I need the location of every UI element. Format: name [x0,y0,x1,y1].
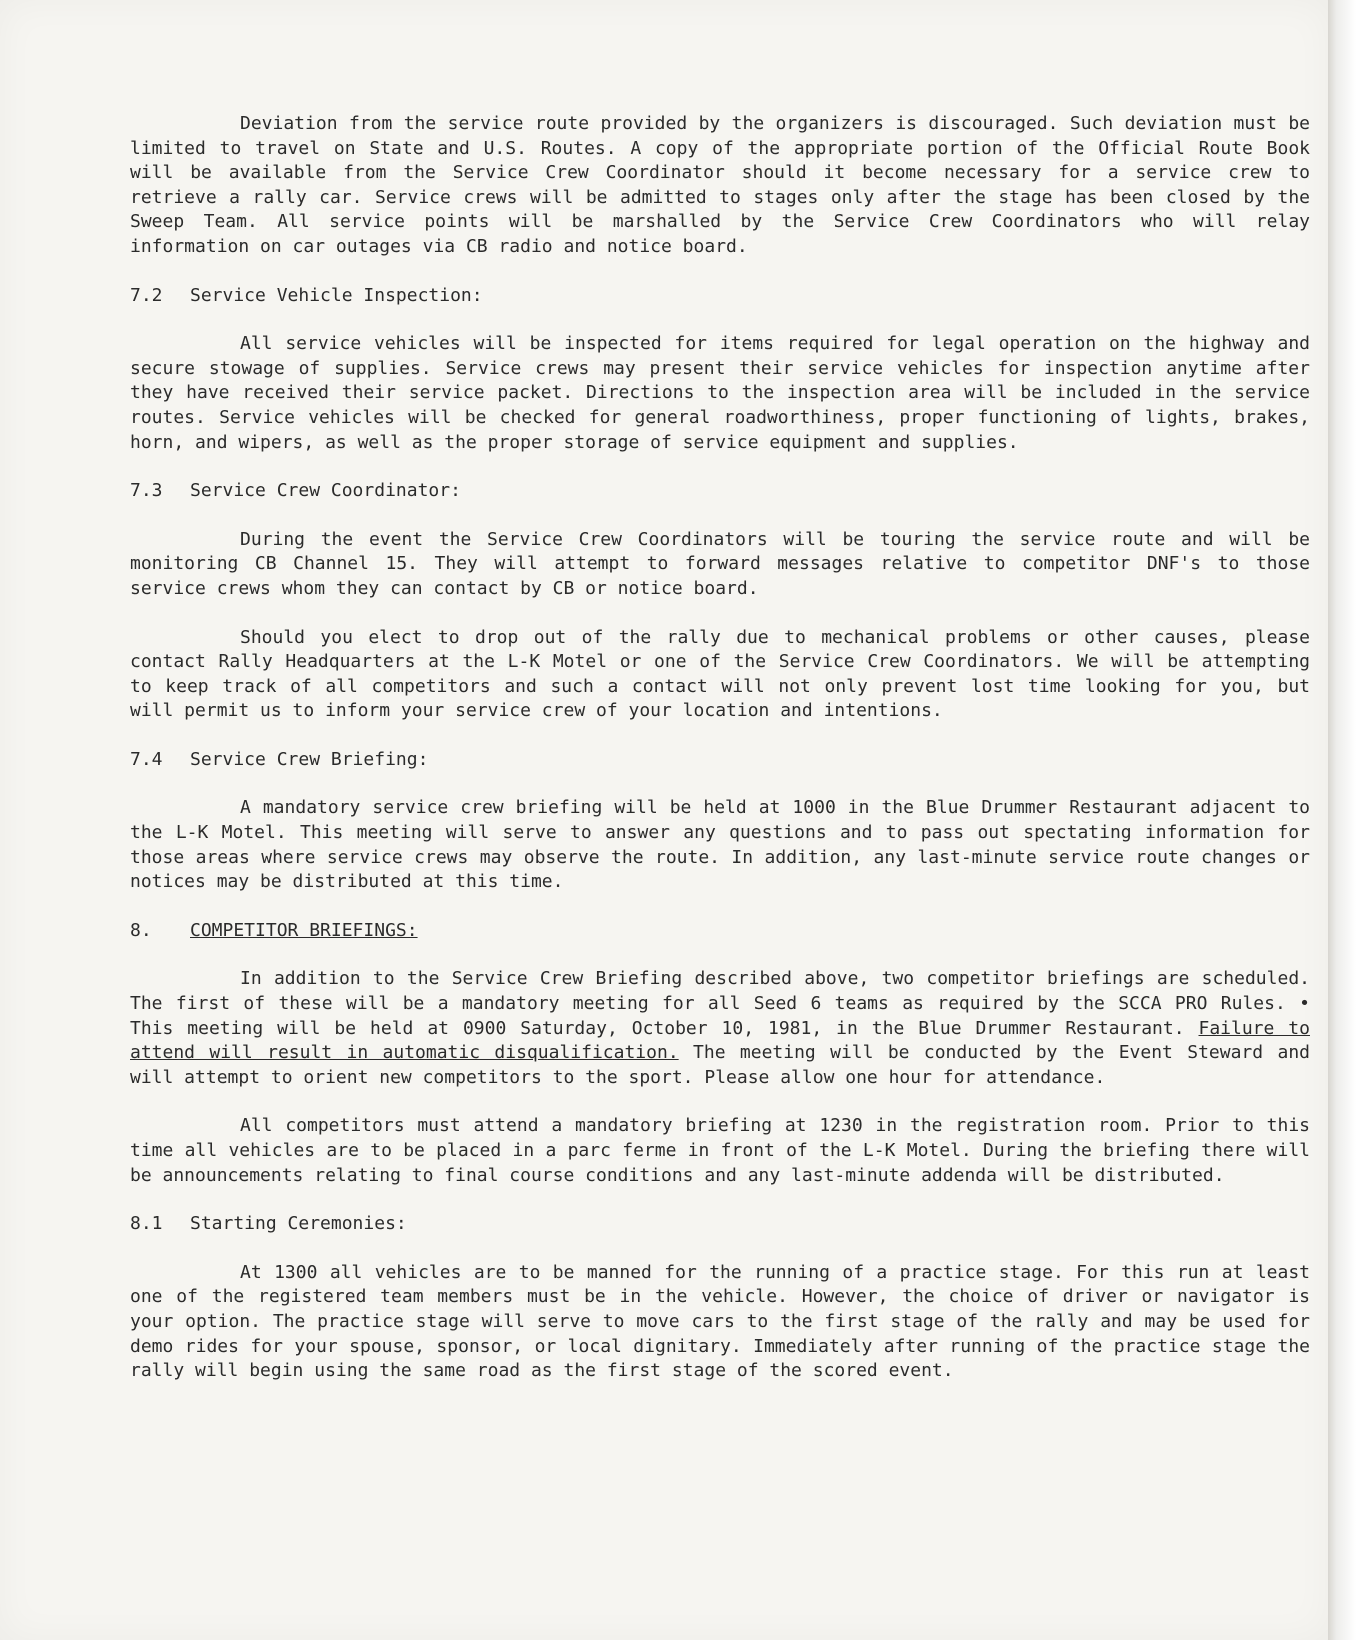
section-heading-7-3 [130,479,1310,504]
section-number: 8.1 [130,1213,163,1235]
paragraph-text: In addition to the Service Crew Briefing described above, two competitor briefings are scheduled. The first of these will be a mandatory meeting for all Seed 6 teams as required by the SCCA PRO Rules. • This meeting will be held at 0900 Saturday, October 10, 1981, in the Blue Drummer Restaurant. [130,968,1310,1039]
section-heading-7-2 [130,284,1310,309]
section-number: 8. [130,919,152,941]
paragraph-crew-briefing: A mandatory service crew briefing will be held at 1000 in the Blue Drummer Restaurant adjacent to the L-K Motel. This meeting will serve to answer any questions and to pass out spectating information for those areas where service crews may observe the route. In addition, any last-minute service route changes or notices may be distributed at this time. [130,797,1310,893]
section-heading-7-4 [130,748,1310,773]
paragraph-coordinator-touring: During the event the Service Crew Coordinators will be touring the service route and will be monitoring CB Channel 15. They will attempt to forward messages relative to competitor DNF's to those service crews whom they can contact by CB or notice board. [130,528,1310,599]
section-number: 7.4 [130,748,163,770]
page-edge-shadow [1328,0,1356,1640]
section-heading-8-1 [130,1212,1310,1237]
document-body [130,112,1310,1408]
section-title: Service Crew Coordinator: [190,480,461,502]
paragraph-text: The meeting will be conducted by the Event Steward and will attempt to orient new competitors to the sport. Please allow one hour for attendance. [130,1042,1310,1088]
section-heading-8 [130,919,1310,944]
section-title: COMPETITOR BRIEFINGS: [190,919,418,941]
paragraph-route-deviation: Deviation from the service route provided by the organizers is discouraged. Such deviation must be limited to travel on State and U.S. Routes. A copy of the appropriate portion of the Official Route Book will be available from the Service Crew Coordinator should it become necessary for a service crew to retrieve a rally car. Service crews will be admitted to stages only after the stage has been closed by the Sweep Team. All service points will be marshalled by the Service Crew Coordinators who will relay information on car outages via CB radio and notice board. [130,113,1310,257]
section-number: 7.2 [130,284,163,306]
paragraph-drop-out: Should you elect to drop out of the rally due to mechanical problems or other causes, please contact Rally Headquarters at the L-K Motel or one of the Service Crew Coordinators. We will be attempting to keep track of all competitors and such a contact will not only prevent lost time looking for you, but will permit us to inform your service crew of your location and intentions. [130,626,1310,722]
paragraph-vehicle-inspection: All service vehicles will be inspected for items required for legal operation on the highway and secure stowage of supplies. Service crews may present their service vehicles for inspection anytime after they have received their service packet. Directions to the inspection area will be included in the service routes. Service vehicles will be checked for general roadworthiness, proper functioning of lights, brakes, horn, and wipers, as well as the proper storage of service equipment and supplies. [130,333,1310,453]
section-title: Service Vehicle Inspection: [190,284,483,306]
paragraph-competitor-briefings [130,967,1310,1090]
paragraph-starting-ceremonies: At 1300 all vehicles are to be manned for the running of a practice stage. For this run at least one of the registered team members must be in the vehicle. However, the choice of driver or navigator is your option. The practice stage will serve to move cars to the first stage of the rally and may be used for demo rides for your spouse, sponsor, or local dignitary. Immediately after running of the practice stage the rally will begin using the same road as the first stage of the scored event. [130,1261,1310,1382]
section-number: 7.3 [130,480,163,502]
section-title: Service Crew Briefing: [190,748,429,770]
paragraph-mandatory-briefing: All competitors must attend a mandatory briefing at 1230 in the registration room. Prior to this time all vehicles are to be placed in a parc ferme in front of the L-K Motel. During the briefing there will be announcements relating to final course conditions and any last-minute addenda will be distributed. [130,1115,1310,1186]
disqualification-warning: Failure to attend will result in automatic disqualification. [130,1017,1310,1064]
section-title: Starting Ceremonies: [190,1213,407,1235]
